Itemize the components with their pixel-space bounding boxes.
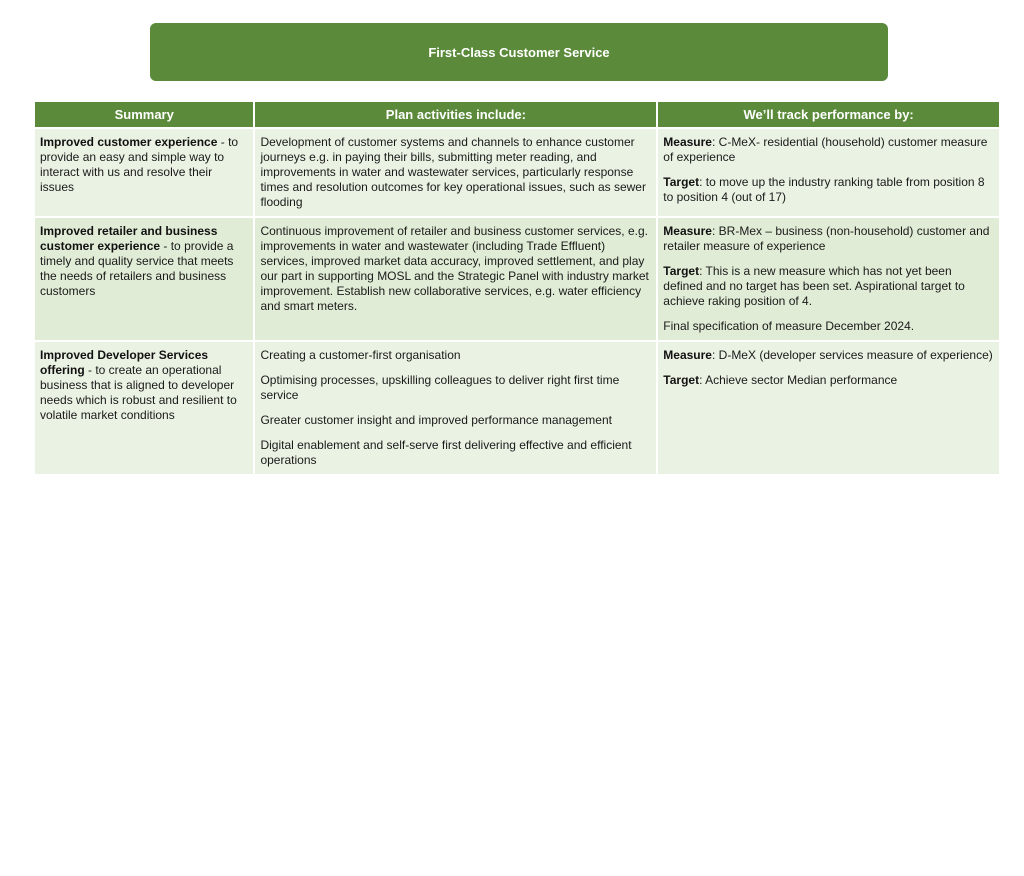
summary-heading: Improved Developer Services offering	[40, 348, 209, 377]
measure-label: Measure	[663, 135, 712, 149]
target-label: Target	[663, 373, 700, 387]
plan-table	[33, 100, 1001, 476]
measure-text: : C-MeX- residential (household) customer measure of experience	[663, 135, 988, 164]
summary-heading: Improved customer experience	[40, 135, 218, 149]
header-activities: Plan activities include:	[255, 102, 656, 127]
table-header-row	[35, 102, 999, 127]
summary-cell	[35, 218, 253, 340]
header-performance: We’ll track performance by:	[658, 102, 999, 127]
summary-text: - to provide a timely and quality service that meets the needs of retailers and business customers	[40, 239, 234, 298]
activities-cell	[255, 129, 656, 216]
activity-item: Greater customer insight and improved performance management	[260, 413, 612, 427]
target-label: Target	[663, 264, 700, 278]
summary-text: - to provide an easy and simple way to interact with us and resolve their issues	[40, 135, 239, 194]
activity-item: Development of customer systems and channels to enhance customer journeys e.g. in paying their bills, submitting meter reading, and improvements in water and wastewater services, particularly response times and resolution outcomes for key operational issues, such as sewer flooding	[260, 135, 646, 209]
measure-label: Measure	[663, 224, 712, 238]
activities-cell	[255, 342, 656, 474]
table-row	[35, 129, 999, 216]
header-summary: Summary	[35, 102, 253, 127]
measure-line	[663, 348, 993, 363]
activity-item: Optimising processes, upskilling colleagues to deliver right first time service	[260, 373, 620, 402]
measure-text: : BR-Mex – business (non-household) customer and retailer measure of experience	[663, 224, 990, 253]
summary-heading: Improved retailer and business customer experience	[40, 224, 218, 253]
measure-note: Final specification of measure December 2024.	[663, 319, 915, 333]
activity-item: Creating a customer-first organisation	[260, 348, 461, 362]
target-line	[663, 373, 993, 388]
measure-line	[663, 224, 993, 254]
activities-cell	[255, 218, 656, 340]
measure-text: : D-MeX (developer services measure of experience)	[711, 348, 993, 362]
performance-cell	[658, 129, 999, 216]
target-line	[663, 264, 993, 309]
measure-line	[663, 135, 993, 165]
banner-title: First-Class Customer Service	[428, 44, 610, 60]
activity-item: Digital enablement and self-serve first delivering effective and efficient operations	[260, 438, 632, 467]
target-text: : Achieve sector Median performance	[699, 373, 898, 387]
summary-text: - to create an operational business that is aligned to developer needs which is robust and resilient to volatile market conditions	[40, 363, 237, 422]
summary-cell	[35, 342, 253, 474]
target-label: Target	[663, 175, 700, 189]
performance-cell	[658, 218, 999, 340]
activity-item: Continuous improvement of retailer and business customer services, e.g. improvements in water and wastewater (including Trade Effluent) services, improved market data accuracy, improved settlement, and play our part in supporting MOSL and the Strategic Panel with industry market improvement. Establish new collaborative services, e.g. water efficiency and smart meters.	[260, 224, 649, 313]
target-line	[663, 175, 993, 205]
table-row	[35, 218, 999, 340]
section-banner	[150, 23, 888, 81]
summary-cell	[35, 129, 253, 216]
measure-label: Measure	[663, 348, 712, 362]
table-row	[35, 342, 999, 474]
target-text: : This is a new measure which has not yet been defined and no target has been set. Aspirational target to achieve raking position of 4.	[663, 264, 965, 308]
target-text: : to move up the industry ranking table from position 8 to position 4 (out of 17)	[663, 175, 985, 204]
performance-cell	[658, 342, 999, 474]
